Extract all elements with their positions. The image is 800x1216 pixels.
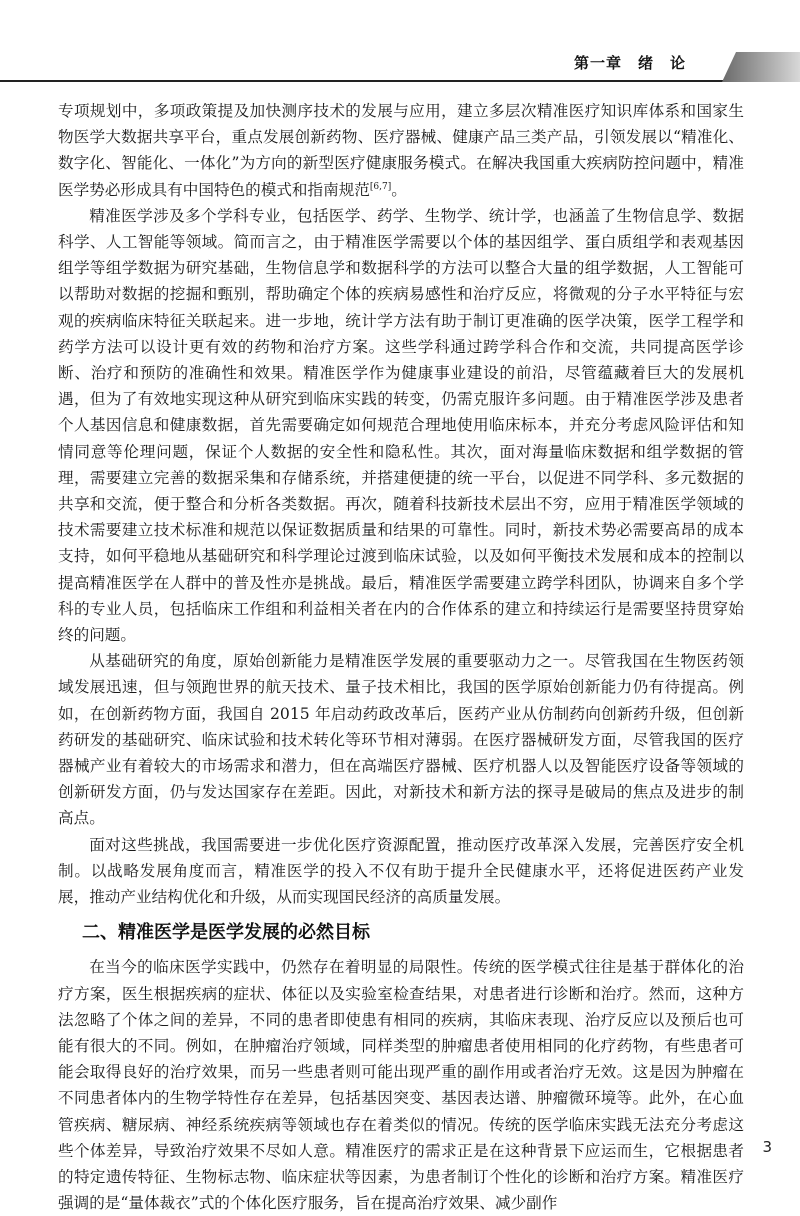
page-header xyxy=(0,0,800,90)
paragraph-4: 面对这些挑战，我国需要进一步优化医疗资源配置，推动医疗改革深入发展，完善医疗安全机制。以战略发展角度而言，精准医学的投入不仅有助于提升全民健康水平，还将促进医药产业发展，推动产业结构优化和升级，从而实现国民经济的高质量发展。 xyxy=(58,835,744,907)
paragraph-1 xyxy=(58,98,744,203)
citation-ref: [6,7] xyxy=(369,181,392,192)
paragraph-3: 从基础研究的角度，原始创新能力是精准医学发展的重要驱动力之一。尽管我国在生物医药领域发展迅速，但与领跑世界的航天技术、量子技术相比，我国的医学原始创新能力仍有待提高。例如，在创新药物方面，我国自 2015 年启动药政改革后，医药产业从仿制药向创新药升级，但创新药研发的基础研究、临床试验和技术转化等环节相对薄弱。在医疗器械研发方面，尽管我国的医疗器械产业有着较大的市场需求和潜力，但在高端医疗器械、医疗机器人以及智能医疗设备等领域的创新研发方面，仍与发达国家存在差距。因此，对新技术和新方法的探寻是破局的焦点及进步的制高点。 xyxy=(58,652,744,828)
header-rule xyxy=(0,80,730,82)
section-heading: 二、精准医学是医学发展的必然目标 xyxy=(82,922,370,944)
paragraph-5: 在当今的临床医学实践中，仍然存在着明显的局限性。传统的医学模式往往是基于群体化的治疗方案，医生根据疾病的症状、体征以及实验室检查结果，对患者进行诊断和治疗。然而，这种方法忽略了个体之间的差异，不同的患者即使患有相同的疾病，其临床表现、治疗反应以及预后也可能有很大的不同。例如，在肿瘤治疗领域，同样类型的肿瘤患者使用相同的化疗药物，有些患者可能会取得良好的治疗效果，而另一些患者则可能出现严重的副作用或者治疗无效。这是因为肿瘤在不同患者体内的生物学特性存在差异，包括基因突变、基因表达谱、肿瘤微环境等。此外，在心血管疾病、糖尿病、神经系统疾病等领域也存在着类似的情况。传统的医学临床实践无法充分考虑这些个体差异，导致治疗效果不尽如人意。精准医疗的需求正是在这种背景下应运而生，它根据患者的特定遗传特征、生物标志物、临床症状等因素，为患者制订个性化的诊断和治疗方案。精准医疗强调的是“量体裁衣”式的个体化医疗服务，旨在提高治疗效果、减少副作 xyxy=(58,958,744,1213)
paragraph-tail: 。 xyxy=(391,180,407,199)
page-body xyxy=(58,98,744,1216)
chapter-title: 第一章 绪 论 xyxy=(574,54,687,72)
page-number: 3 xyxy=(762,1138,772,1156)
header-decorative-band xyxy=(722,52,800,82)
paragraph-text: 专项规划中，多项政策提及加快测序技术的发展与应用，建立多层次精准医疗知识库体系和国家生物医学大数据共享平台，重点发展创新药物、医疗器械、健康产品三类产品，引领发展以“精准化、数字化、智能化、一体化”为方向的新型医疗健康服务模式。在解决我国重大疾病防控问题中，精准医学势必形成具有中国特色的模式和指南规范 xyxy=(58,102,744,199)
paragraph-2: 精准医学涉及多个学科专业，包括医学、药学、生物学、统计学，也涵盖了生物信息学、数据科学、人工智能等领域。简而言之，由于精准医学需要以个体的基因组学、蛋白质组学和表观基因组学等组学数据为研究基础，生物信息学和数据科学的方法可以整合大量的组学数据，人工智能可以帮助对数据的挖掘和甄别，帮助确定个体的疾病易感性和治疗反应，将微观的分子水平特征与宏观的疾病临床特征关联起来。进一步地，统计学方法有助于制订更准确的医学决策，医学工程学和药学方法可以设计更有效的药物和治疗方案。这些学科通过跨学科合作和交流，共同提高医学诊断、治疗和预防的准确性和效果。精准医学作为健康事业建设的前沿，尽管蕴藏着巨大的发展机遇，但为了有效地实现这种从研究到临床实践的转变，仍需克服许多问题。由于精准医学涉及患者个人基因信息和健康数据，首先需要确定如何规范合理地使用临床标本，并充分考虑风险评估和知情同意等伦理问题，保证个人数据的安全性和隐私性。其次，面对海量临床数据和组学数据的管理，需要建立完善的数据采集和存储系统，并搭建便捷的统一平台，以促进不同学科、多元数据的共享和交流，便于整合和分析各类数据。再次，随着科技新技术层出不穷，应用于精准医学领域的技术需要建立技术标准和规范以保证数据质量和结果的可靠性。同时，新技术势必需要高昂的成本支持，如何平稳地从基础研究和科学理论过渡到临床试验，以及如何平衡技术发展和成本的控制以提高精准医学在人群中的普及性亦是挑战。最后，精准医学需要建立跨学科团队，协调来自多个学科的专业人员，包括临床工作组和利益相关者在内的合作体系的建立和持续运行是需要坚持贯穿始终的问题。 xyxy=(58,206,744,645)
